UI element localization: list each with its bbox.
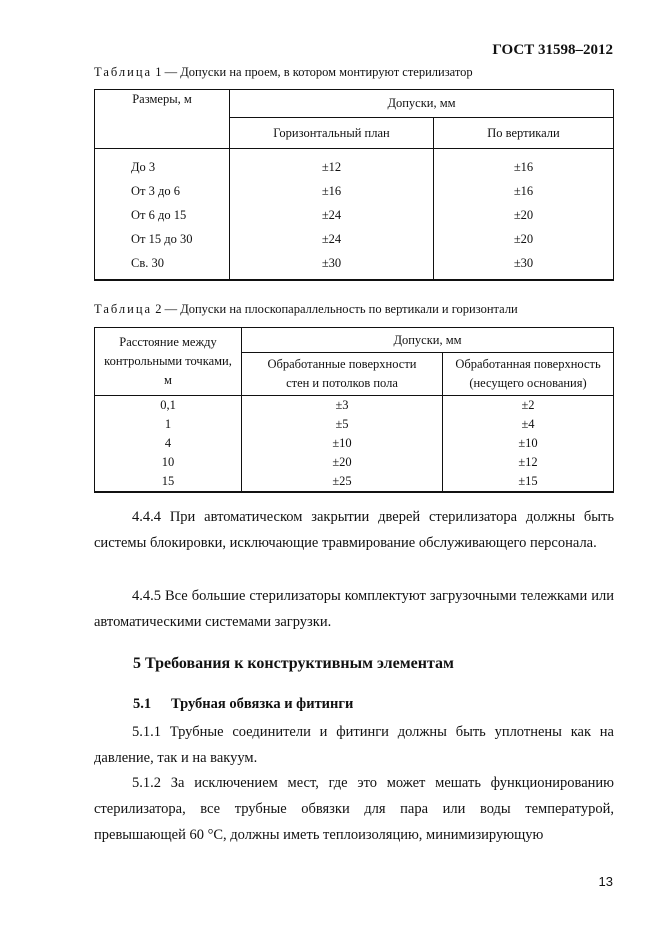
table-cell: ±20 xyxy=(434,203,614,227)
table2-header-base: Обработанная поверхность (несущего основания) xyxy=(443,353,614,396)
table-cell: 1 xyxy=(95,415,242,434)
table-cell: ±4 xyxy=(443,415,614,434)
table1-header-vertical: По вертикали xyxy=(434,118,614,149)
table1 xyxy=(94,89,614,281)
table-cell: ±16 xyxy=(230,179,434,203)
table-cell: ±24 xyxy=(230,203,434,227)
table-cell: ±10 xyxy=(443,434,614,453)
table-cell: ±12 xyxy=(443,453,614,472)
table-cell: ±16 xyxy=(434,149,614,180)
table-cell: 10 xyxy=(95,453,242,472)
table1-header-horizontal: Горизонтальный план xyxy=(230,118,434,149)
table-cell: ±15 xyxy=(443,472,614,492)
table-cell: ±3 xyxy=(242,396,443,416)
table-cell: ±10 xyxy=(242,434,443,453)
section-5-heading: 5 Требования к конструктивным элементам xyxy=(133,655,454,672)
table2 xyxy=(94,327,614,493)
page-number: 13 xyxy=(598,874,613,889)
table-cell: ±20 xyxy=(434,227,614,251)
table1-caption: Таблица 1 — Допуски на проем, в котором монтируют стерилизатор xyxy=(94,65,473,79)
table-cell: От 15 до 30 xyxy=(95,227,230,251)
table-cell: 4 xyxy=(95,434,242,453)
paragraph-4-4-4: 4.4.4 При автоматическом закрытии дверей стерилизатора должны быть системы блокировки, исключающие травмирование обслуживающего персонала. xyxy=(94,509,614,551)
paragraph-4-4-5: 4.4.5 Все большие стерилизаторы комплектуют загрузочными тележками или автоматическими системами загрузки. xyxy=(94,588,614,630)
table-cell: Св. 30 xyxy=(95,251,230,280)
table-row xyxy=(95,453,614,472)
table-cell: ±25 xyxy=(242,472,443,492)
table-row xyxy=(95,203,614,227)
table-row xyxy=(95,396,614,416)
table-cell: ±30 xyxy=(230,251,434,280)
table-cell: ±12 xyxy=(230,149,434,180)
table2-header-distance: Расстояние между контрольными точками, м xyxy=(95,328,242,396)
table-row xyxy=(95,472,614,492)
table1-header-tolerance: Допуски, мм xyxy=(230,90,614,118)
table-cell: ±5 xyxy=(242,415,443,434)
table-row xyxy=(95,227,614,251)
table-cell: До 3 xyxy=(95,149,230,180)
table2-caption: Таблица 2 — Допуски на плоскопараллельность по вертикали и горизонтали xyxy=(94,302,518,316)
table-cell: ±20 xyxy=(242,453,443,472)
table-cell: От 3 до 6 xyxy=(95,179,230,203)
table-cell: 0,1 xyxy=(95,396,242,416)
table-cell: ±30 xyxy=(434,251,614,280)
table-cell: ±24 xyxy=(230,227,434,251)
table-row xyxy=(95,179,614,203)
document-code: ГОСТ 31598–2012 xyxy=(492,42,613,58)
table1-header-size: Размеры, м xyxy=(95,90,230,149)
table-cell: ±2 xyxy=(443,396,614,416)
subsection-5-1-heading: 5.1 Трубная обвязка и фитинги xyxy=(133,696,354,712)
table2-header-walls: Обработанные поверхности стен и потолков пола xyxy=(242,353,443,396)
table2-header-tolerance: Допуски, мм xyxy=(242,328,614,353)
table-cell: От 6 до 15 xyxy=(95,203,230,227)
table-row xyxy=(95,415,614,434)
table-row xyxy=(95,251,614,280)
table-row xyxy=(95,434,614,453)
paragraph-5-1-1: 5.1.1 Трубные соединители и фитинги должны быть уплотнены как на давление, так и на вакуум. xyxy=(94,724,614,766)
table-cell: ±16 xyxy=(434,179,614,203)
paragraph-5-1-2: 5.1.2 За исключением мест, где это может мешать функционированию стерилизатора, все трубные обвязки для пара или воды температурой, превышающей 60 °С, должны иметь теплоизоляцию, минимизирующую xyxy=(94,775,614,843)
table-cell: 15 xyxy=(95,472,242,492)
table-row xyxy=(95,149,614,180)
